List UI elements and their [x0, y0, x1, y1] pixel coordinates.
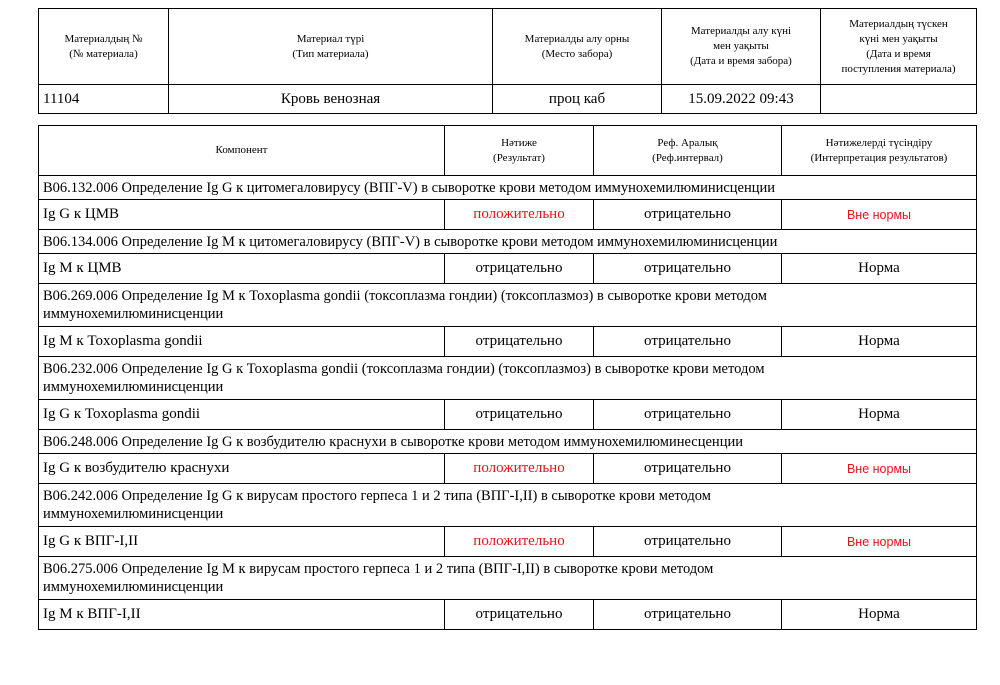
- header-line: (Результат): [493, 151, 545, 164]
- header-line: (№ материала): [69, 47, 138, 60]
- interpretation-value: Норма: [782, 600, 977, 630]
- header-line: Материал түрі: [296, 32, 365, 45]
- header-line: Нәтиже: [501, 136, 537, 149]
- test-group-title-line: B06.134.006 Определение Ig M к цитомегаловирусу (ВПГ-V) в сыворотке крови методом иммунохемилюминисценции: [43, 233, 778, 250]
- header-line: (Интерпретация результатов): [810, 151, 948, 164]
- header-line: (Дата и время забора): [690, 55, 792, 67]
- reference-value: отрицательно: [594, 327, 782, 357]
- header-line: (Реф.интервал): [652, 151, 723, 164]
- test-group-title: [39, 230, 977, 254]
- collected-datetime: 15.09.2022 09:43: [662, 85, 821, 114]
- material-type-header: [169, 9, 493, 85]
- header-line: Материалды алу күні: [690, 25, 792, 37]
- received-datetime-header: [821, 9, 977, 85]
- test-group-title: [39, 484, 977, 527]
- header-line: мен уақыты: [713, 40, 769, 52]
- test-group-title-line: иммунохемилюминисценции: [43, 379, 224, 395]
- result-header: [445, 126, 594, 176]
- result-value: отрицательно: [445, 327, 594, 357]
- test-group-title-line: иммунохемилюминисценции: [43, 506, 224, 522]
- material-number-header: [39, 9, 169, 85]
- test-group-title-line: иммунохемилюминисценции: [43, 306, 224, 322]
- header-line: Нәтижелерді түсіндіру: [825, 136, 933, 149]
- interpretation-value: Норма: [782, 327, 977, 357]
- result-value: положительно: [445, 454, 594, 484]
- interpretation-value: Вне нормы: [782, 527, 977, 557]
- material-place: проц каб: [493, 85, 662, 114]
- test-group-title-line: B06.242.006 Определение Ig G к вирусам простого герпеса 1 и 2 типа (ВПГ-I,II) в сыворотке крови методом: [43, 488, 711, 504]
- header-line: Материалдың №: [64, 32, 143, 45]
- component-name: Ig M к ЦМВ: [39, 254, 445, 284]
- collected-datetime-header: [662, 9, 821, 85]
- result-value: отрицательно: [445, 600, 594, 630]
- reference-value: отрицательно: [594, 400, 782, 430]
- header-line: (Место забора): [541, 47, 613, 60]
- test-group-title-line: иммунохемилюминисценции: [43, 579, 224, 595]
- reference-header: [594, 126, 782, 176]
- header-line: Реф. Аралық: [657, 136, 718, 149]
- reference-value: отрицательно: [594, 527, 782, 557]
- test-group-title: [39, 176, 977, 200]
- results-table: [38, 125, 977, 630]
- header-line: (Дата и время: [866, 47, 931, 60]
- result-value: отрицательно: [445, 254, 594, 284]
- header-line: Материалдың түскен: [849, 17, 948, 30]
- interpretation-value: Вне нормы: [782, 454, 977, 484]
- test-group-title: [39, 430, 977, 454]
- results-body: [39, 176, 977, 630]
- interpretation-value: Вне нормы: [782, 200, 977, 230]
- result-value: положительно: [445, 527, 594, 557]
- reference-value: отрицательно: [594, 600, 782, 630]
- received-datetime: [821, 85, 977, 114]
- test-group-title: [39, 557, 977, 600]
- header-line: Материалды алу орны: [524, 32, 630, 45]
- table-row: [39, 527, 977, 557]
- header-line: поступления материала): [841, 62, 956, 75]
- material-number: 11104: [39, 85, 169, 114]
- test-group-title-line: B06.132.006 Определение Ig G к цитомегаловирусу (ВПГ-V) в сыворотке крови методом иммунохемилюминисценции: [43, 179, 776, 196]
- header-line: күні мен уақыты: [859, 32, 938, 45]
- table-row: [39, 254, 977, 284]
- interpretation-header: [782, 126, 977, 176]
- table-row: [39, 200, 977, 230]
- component-name: Ig M к ВПГ-I,II: [39, 600, 445, 630]
- reference-value: отрицательно: [594, 200, 782, 230]
- interpretation-value: Норма: [782, 400, 977, 430]
- table-row: [39, 327, 977, 357]
- table-row: [39, 454, 977, 484]
- material-type: Кровь венозная: [169, 85, 493, 114]
- table-row: [39, 400, 977, 430]
- table-row: [39, 600, 977, 630]
- material-info-table: [38, 8, 977, 114]
- component-name: Ig M к Toxoplasma gondii: [39, 327, 445, 357]
- reference-value: отрицательно: [594, 254, 782, 284]
- component-name: Ig G к возбудителю краснухи: [39, 454, 445, 484]
- result-value: отрицательно: [445, 400, 594, 430]
- component-header: Компонент: [39, 126, 445, 176]
- component-name: Ig G к ВПГ-I,II: [39, 527, 445, 557]
- material-place-header: [493, 9, 662, 85]
- test-group-title-line: B06.269.006 Определение Ig M к Toxoplasma gondii (токсоплазма гондии) (токсоплазмоз) в сыворотке крови методом: [43, 288, 767, 304]
- test-group-title-line: B06.232.006 Определение Ig G к Toxoplasma gondii (токсоплазма гондии) (токсоплазмоз) в сыворотке крови методом: [43, 361, 765, 377]
- header-line: (Тип материала): [292, 47, 369, 60]
- test-group-title: [39, 284, 977, 327]
- component-name: Ig G к Toxoplasma gondii: [39, 400, 445, 430]
- result-value: положительно: [445, 200, 594, 230]
- interpretation-value: Норма: [782, 254, 977, 284]
- test-group-title: [39, 357, 977, 400]
- component-name: Ig G к ЦМВ: [39, 200, 445, 230]
- test-group-title-line: B06.248.006 Определение Ig G к возбудителю краснухи в сыворотке крови методом иммунохемилюминесценции: [43, 433, 743, 450]
- test-group-title-line: B06.275.006 Определение Ig M к вирусам простого герпеса 1 и 2 типа (ВПГ-I,II) в сыворотке крови методом: [43, 561, 714, 577]
- reference-value: отрицательно: [594, 454, 782, 484]
